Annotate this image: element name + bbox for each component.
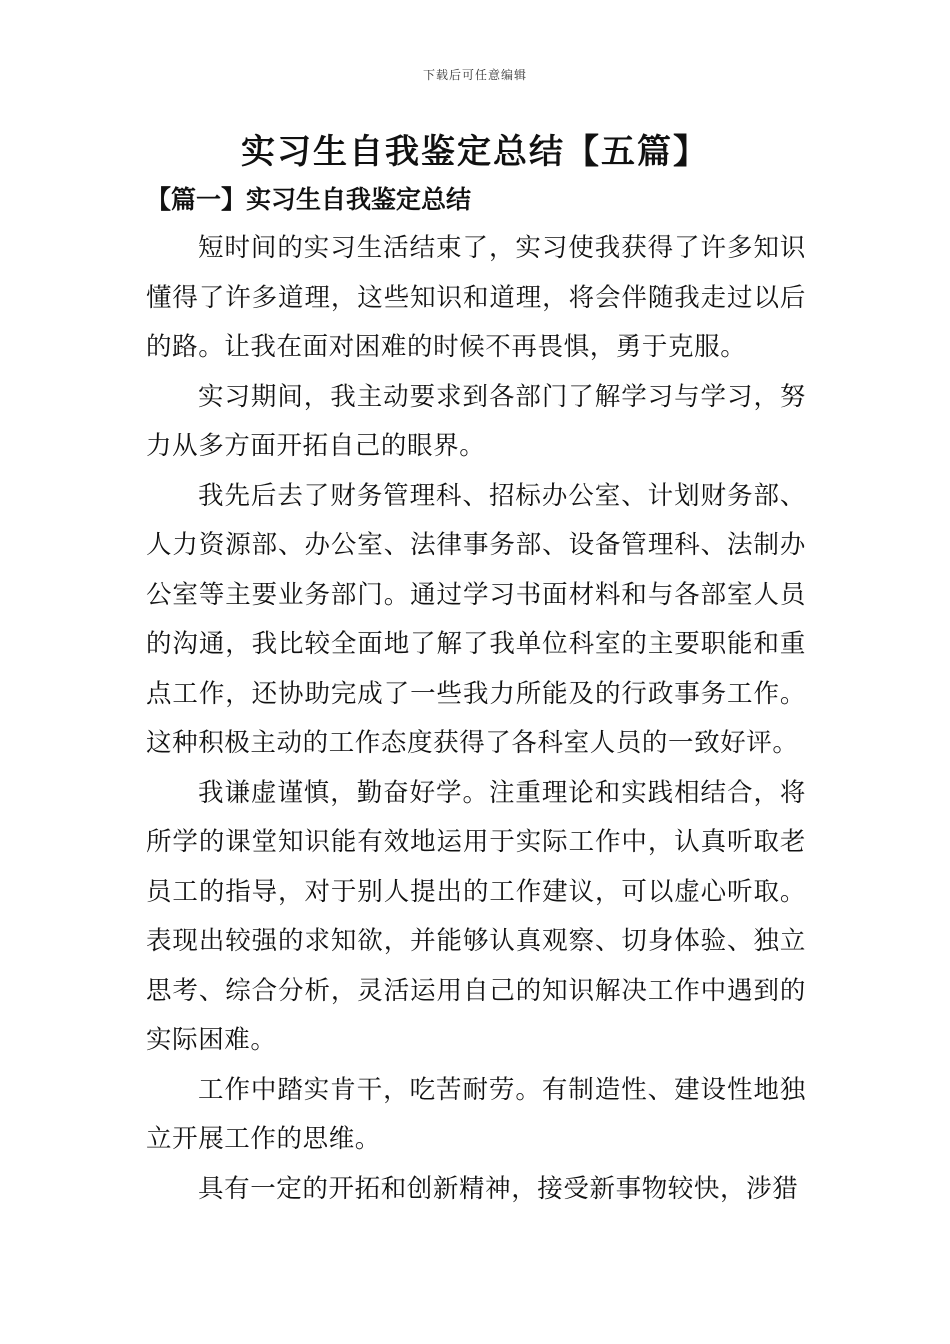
header-note: 下载后可任意编辑 — [422, 68, 527, 82]
paragraph-1: 短时间的实习生活结束了，实习使我获得了许多知识懂得了许多道理，这些知识和道理，将会伴随我走过以后的路。让我在面对困难的时候不再畏惧，勇于克服。 — [146, 233, 806, 362]
paragraph-4: 我谦虚谨慎，勤奋好学。注重理论和实践相结合，将所学的课堂知识能有效地运用于实际工作中，认真听取老员工的指导，对于别人提出的工作建议，可以虚心听取。表现出较强的求知欲，并能够认真观察、切身体验、独立思考、综合分析，灵活运用自己的知识解决工作中遇到的实际困难。 — [146, 777, 806, 1055]
body-text — [146, 224, 806, 1214]
paragraph-6: 具有一定的开拓和创新精神，接受新事物较快，涉猎 — [198, 1173, 799, 1204]
paragraph-2: 实习期间，我主动要求到各部门了解学习与学习，努力从多方面开拓自己的眼界。 — [146, 381, 806, 461]
paragraph-3: 我先后去了财务管理科、招标办公室、计划财务部、人力资源部、办公室、法律事务部、设备管理科、法制办公室等主要业务部门。通过学习书面材料和与各部室人员的沟通，我比较全面地了解了我单位科室的主要职能和重点工作，还协助完成了一些我力所能及的行政事务工作。这种积极主动的工作态度获得了各科室人员的一致好评。 — [146, 480, 806, 758]
document-title: 实习生自我鉴定总结【五篇】 — [241, 132, 709, 172]
paragraph-5: 工作中踏实肯干，吃苦耐劳。有制造性、建设性地独立开展工作的思维。 — [146, 1074, 806, 1154]
section-heading: 【篇一】实习生自我鉴定总结 — [146, 185, 472, 214]
